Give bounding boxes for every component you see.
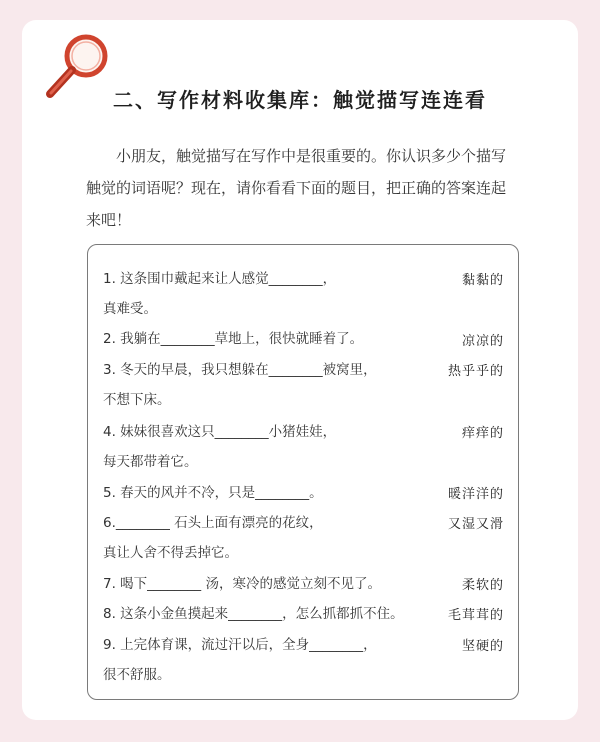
question-line: 真难受。 bbox=[103, 301, 157, 317]
question-line: 9. 上完体育课，流过汗以后，全身________， bbox=[103, 637, 377, 653]
answer-option[interactable]: 黏黏的 bbox=[461, 273, 504, 288]
answer-option[interactable]: 柔软的 bbox=[461, 578, 504, 593]
answer-option[interactable]: 又湿又滑 bbox=[447, 517, 504, 532]
question-line: 2. 我躺在________草地上，很快就睡着了。 bbox=[103, 331, 364, 347]
question-line: 真让人舍不得丢掉它。 bbox=[103, 545, 238, 561]
question-line: 4. 妹妹很喜欢这只________小猪娃娃， bbox=[103, 424, 337, 440]
intro-paragraph bbox=[86, 140, 526, 236]
question-line: 1. 这条围巾戴起来让人感觉________， bbox=[103, 271, 337, 287]
question-line: 很不舒服。 bbox=[103, 667, 171, 683]
intro-line: 触觉的词语呢？现在，请你看看下面的题目，把正确的答案连起 bbox=[86, 179, 507, 197]
intro-line: 来吧！ bbox=[86, 211, 132, 229]
question-line: 8. 这条小金鱼摸起来________，怎么抓都抓不住。 bbox=[103, 606, 404, 622]
answer-option[interactable]: 凉凉的 bbox=[461, 334, 504, 349]
page-title: 二、写作材料收集库：触觉描写连连看 bbox=[113, 88, 487, 112]
question-line: 不想下床。 bbox=[103, 392, 171, 408]
question-line: 每天都带着它。 bbox=[103, 454, 198, 470]
answer-option[interactable]: 暖洋洋的 bbox=[447, 487, 504, 502]
question-line: 5. 春天的风并不冷，只是________。 bbox=[103, 485, 323, 501]
answer-option[interactable]: 毛茸茸的 bbox=[447, 608, 504, 623]
question-line: 7. 喝下________ 汤，寒冷的感觉立刻不见了。 bbox=[103, 576, 381, 592]
answer-option[interactable]: 坚硬的 bbox=[461, 639, 504, 654]
answer-option[interactable]: 热乎乎的 bbox=[447, 364, 504, 379]
answer-option[interactable]: 痒痒的 bbox=[461, 426, 504, 441]
intro-line: 小朋友，触觉描写在写作中是很重要的。你认识多少个描写 bbox=[116, 147, 507, 165]
question-line: 3. 冬天的早晨，我只想躲在________被窝里， bbox=[103, 362, 377, 378]
question-line: 6.________ 石头上面有漂亮的花纹， bbox=[103, 515, 323, 531]
